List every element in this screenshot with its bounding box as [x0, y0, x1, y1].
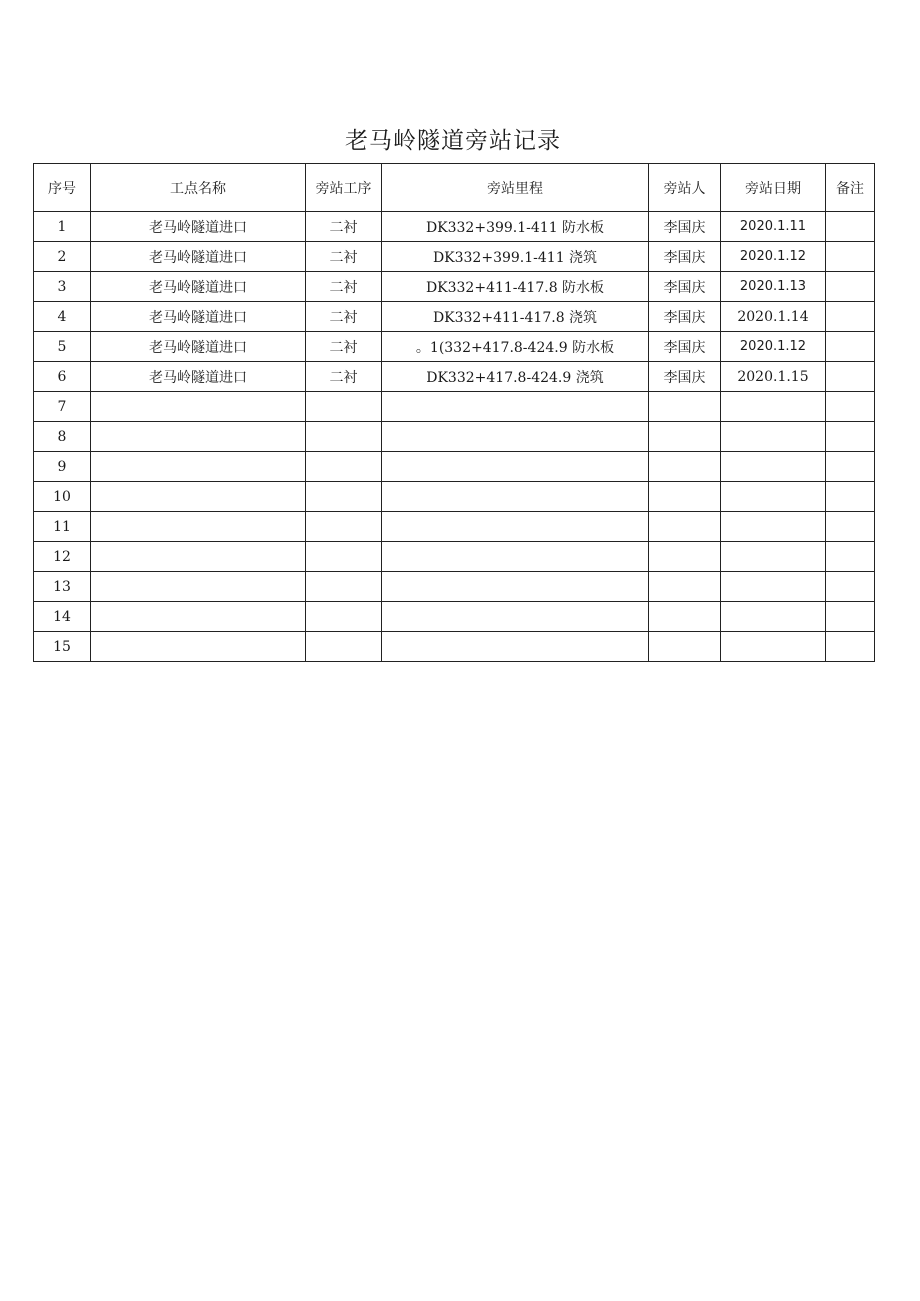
row-date: 2020.1.12: [721, 332, 826, 362]
row-person: [649, 482, 721, 512]
row-serial-no: 11: [34, 512, 91, 542]
station-record-table: [33, 163, 875, 662]
row-serial-no: 12: [34, 542, 91, 572]
table-row: [34, 332, 875, 362]
row-serial-no: 5: [34, 332, 91, 362]
header-note: 备注: [826, 164, 875, 212]
table-row: [34, 302, 875, 332]
row-process: [306, 392, 382, 422]
row-person: 李国庆: [649, 212, 721, 242]
row-note: [826, 482, 875, 512]
row-note: [826, 302, 875, 332]
row-person: [649, 602, 721, 632]
row-person: [649, 452, 721, 482]
row-process: [306, 632, 382, 662]
row-site-name: [91, 482, 306, 512]
row-serial-no: 7: [34, 392, 91, 422]
row-site-name: [91, 602, 306, 632]
row-process: 二衬: [306, 332, 382, 362]
row-date: 2020.1.11: [721, 212, 826, 242]
row-process: 二衬: [306, 212, 382, 242]
row-date: [721, 572, 826, 602]
table-row: [34, 572, 875, 602]
table-row: [34, 422, 875, 452]
row-mileage: [382, 512, 649, 542]
row-person: [649, 422, 721, 452]
table-row: [34, 542, 875, 572]
row-person: 李国庆: [649, 302, 721, 332]
row-note: [826, 362, 875, 392]
table-row: [34, 482, 875, 512]
row-process: [306, 542, 382, 572]
row-mileage: DK332+399.1-411 浇筑: [382, 242, 649, 272]
row-date: [721, 542, 826, 572]
row-date: 2020.1.14: [721, 302, 826, 332]
row-serial-no: 1: [34, 212, 91, 242]
document-title: 老马岭隧道旁站记录: [345, 128, 561, 154]
table-row: [34, 212, 875, 242]
row-mileage: [382, 482, 649, 512]
row-mileage: [382, 422, 649, 452]
row-mileage: [382, 392, 649, 422]
row-note: [826, 332, 875, 362]
table-row: [34, 602, 875, 632]
table-row: [34, 512, 875, 542]
row-serial-no: 4: [34, 302, 91, 332]
row-note: [826, 542, 875, 572]
table-row: [34, 242, 875, 272]
row-person: [649, 632, 721, 662]
row-note: [826, 392, 875, 422]
row-date: [721, 392, 826, 422]
row-date: 2020.1.13: [721, 272, 826, 302]
row-note: [826, 242, 875, 272]
row-note: [826, 602, 875, 632]
row-process: [306, 422, 382, 452]
row-serial-no: 9: [34, 452, 91, 482]
row-site-name: 老马岭隧道进口: [91, 242, 306, 272]
row-site-name: [91, 392, 306, 422]
table-row: [34, 272, 875, 302]
row-date: [721, 452, 826, 482]
row-process: [306, 452, 382, 482]
row-person: [649, 572, 721, 602]
row-process: 二衬: [306, 272, 382, 302]
row-site-name: [91, 452, 306, 482]
row-mileage: DK332+411-417.8 浇筑: [382, 302, 649, 332]
row-serial-no: 14: [34, 602, 91, 632]
row-mileage: [382, 632, 649, 662]
row-process: [306, 602, 382, 632]
table-row: [34, 452, 875, 482]
row-date: [721, 602, 826, 632]
row-serial-no: 3: [34, 272, 91, 302]
row-serial-no: 10: [34, 482, 91, 512]
row-site-name: 老马岭隧道进口: [91, 212, 306, 242]
row-site-name: 老马岭隧道进口: [91, 332, 306, 362]
row-mileage: 。1(332+417.8-424.9 防水板: [382, 332, 649, 362]
row-process: 二衬: [306, 362, 382, 392]
row-serial-no: 13: [34, 572, 91, 602]
header-process: 旁站工序: [306, 164, 382, 212]
row-process: [306, 482, 382, 512]
row-site-name: [91, 632, 306, 662]
row-serial-no: 6: [34, 362, 91, 392]
row-person: [649, 512, 721, 542]
row-mileage: [382, 452, 649, 482]
row-mileage: [382, 542, 649, 572]
row-site-name: [91, 542, 306, 572]
row-note: [826, 512, 875, 542]
row-date: 2020.1.15: [721, 362, 826, 392]
header-site-name: 工点名称: [91, 164, 306, 212]
row-site-name: 老马岭隧道进口: [91, 272, 306, 302]
row-process: 二衬: [306, 242, 382, 272]
row-mileage: [382, 572, 649, 602]
row-serial-no: 2: [34, 242, 91, 272]
row-site-name: [91, 422, 306, 452]
row-person: 李国庆: [649, 242, 721, 272]
row-person: 李国庆: [649, 272, 721, 302]
row-note: [826, 572, 875, 602]
row-person: 李国庆: [649, 332, 721, 362]
row-site-name: 老马岭隧道进口: [91, 362, 306, 392]
header-serial-no: 序号: [34, 164, 91, 212]
header-person: 旁站人: [649, 164, 721, 212]
row-mileage: DK332+399.1-411 防水板: [382, 212, 649, 242]
row-mileage: DK332+411-417.8 防水板: [382, 272, 649, 302]
row-date: 2020.1.12: [721, 242, 826, 272]
row-date: [721, 632, 826, 662]
row-process: [306, 512, 382, 542]
header-mileage: 旁站里程: [382, 164, 649, 212]
row-date: [721, 422, 826, 452]
row-person: [649, 542, 721, 572]
header-date: 旁站日期: [721, 164, 826, 212]
row-person: [649, 392, 721, 422]
row-serial-no: 8: [34, 422, 91, 452]
row-date: [721, 512, 826, 542]
header-row: [34, 164, 875, 212]
row-serial-no: 15: [34, 632, 91, 662]
row-site-name: 老马岭隧道进口: [91, 302, 306, 332]
table-body: [34, 212, 875, 662]
row-mileage: [382, 602, 649, 632]
row-site-name: [91, 572, 306, 602]
row-process: [306, 572, 382, 602]
row-note: [826, 632, 875, 662]
row-process: 二衬: [306, 302, 382, 332]
row-mileage: DK332+417.8-424.9 浇筑: [382, 362, 649, 392]
row-note: [826, 452, 875, 482]
row-site-name: [91, 512, 306, 542]
row-note: [826, 422, 875, 452]
table-header: [34, 164, 875, 212]
table-row: [34, 392, 875, 422]
row-date: [721, 482, 826, 512]
row-note: [826, 212, 875, 242]
row-person: 李国庆: [649, 362, 721, 392]
table-row: [34, 632, 875, 662]
table-row: [34, 362, 875, 392]
row-note: [826, 272, 875, 302]
